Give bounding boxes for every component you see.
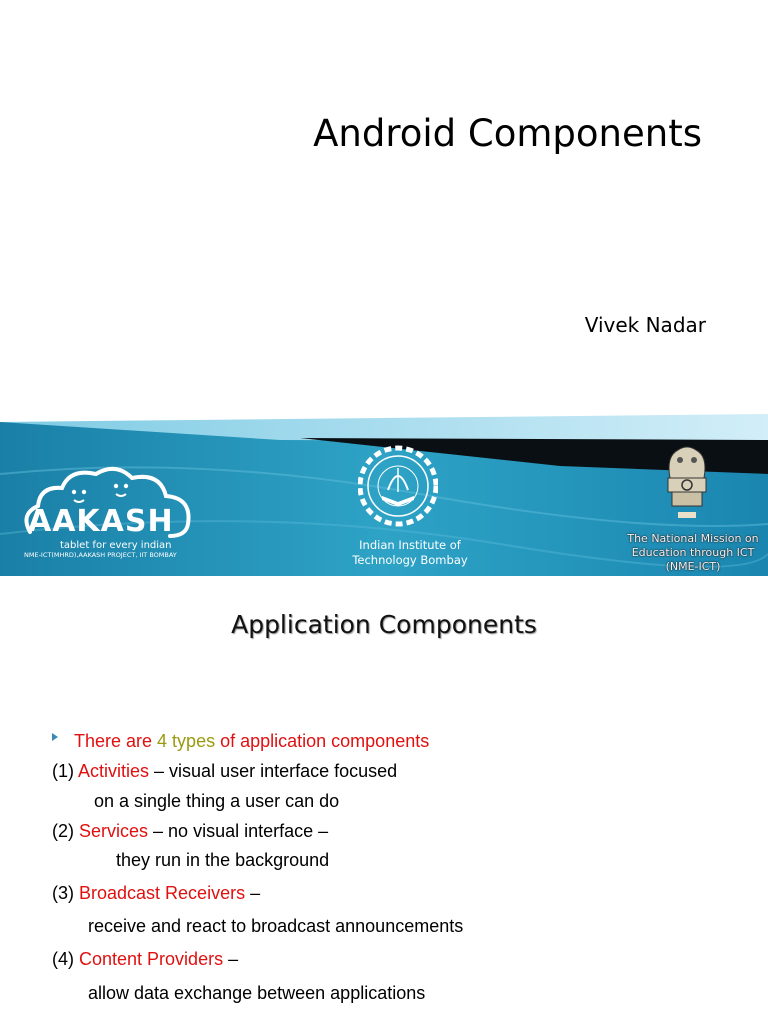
aakash-logo-text: AAKASH <box>28 504 174 539</box>
content-slide-title: Application Components <box>231 610 537 639</box>
component-item-2 <box>52 821 328 842</box>
slide-title: Android Components <box>313 112 702 155</box>
iit-name-line1: Indian Institute of <box>359 538 461 552</box>
component-item-3 <box>52 883 260 904</box>
aakash-subline: NME-ICT(MHRD),AAKASH PROJECT, IIT BOMBAY <box>24 551 177 559</box>
intro-text-c: of application components <box>215 731 430 751</box>
aakash-tagline: tablet for every indian <box>60 540 172 551</box>
item-description: – <box>245 883 261 903</box>
item-number: (2) <box>52 821 79 841</box>
intro-highlight: 4 types <box>157 731 216 751</box>
component-item-1 <box>52 761 397 782</box>
nme-ict-line1: The National Mission on <box>627 532 759 545</box>
iit-bombay-logo-icon <box>358 440 438 532</box>
item-description: – visual user interface focused <box>149 761 398 781</box>
item-description: – no visual interface – <box>148 821 329 841</box>
bullet-arrow-icon <box>52 733 58 741</box>
item-name: Broadcast Receivers <box>79 883 246 903</box>
item-name: Services <box>79 821 149 841</box>
intro-line <box>74 731 429 752</box>
logo-banner <box>0 414 768 576</box>
iit-name <box>340 538 480 568</box>
item-name: Content Providers <box>79 949 224 969</box>
author-name: Vivek Nadar <box>584 313 706 337</box>
item-description: – <box>223 949 239 969</box>
national-emblem-icon <box>658 442 716 532</box>
iit-name-line2: Technology Bombay <box>352 553 468 567</box>
component-item-4-continued: allow data exchange between applications <box>88 983 426 1003</box>
item-number: (1) <box>52 761 79 781</box>
item-number: (4) <box>52 949 79 969</box>
content-slide <box>0 576 768 1024</box>
nme-ict-caption <box>620 532 766 574</box>
component-item-3-continued: receive and react to broadcast announcements <box>88 916 464 936</box>
item-number: (3) <box>52 883 79 903</box>
component-item-4 <box>52 949 238 970</box>
item-name: Activities <box>78 761 150 781</box>
nme-ict-line3: (NME-ICT) <box>665 560 721 573</box>
component-item-2-continued: they run in the background <box>116 850 330 870</box>
nme-ict-line2: Education through ICT <box>631 546 755 559</box>
intro-text-a: There are <box>74 731 158 751</box>
component-item-1-continued: on a single thing a user can do <box>94 791 340 811</box>
